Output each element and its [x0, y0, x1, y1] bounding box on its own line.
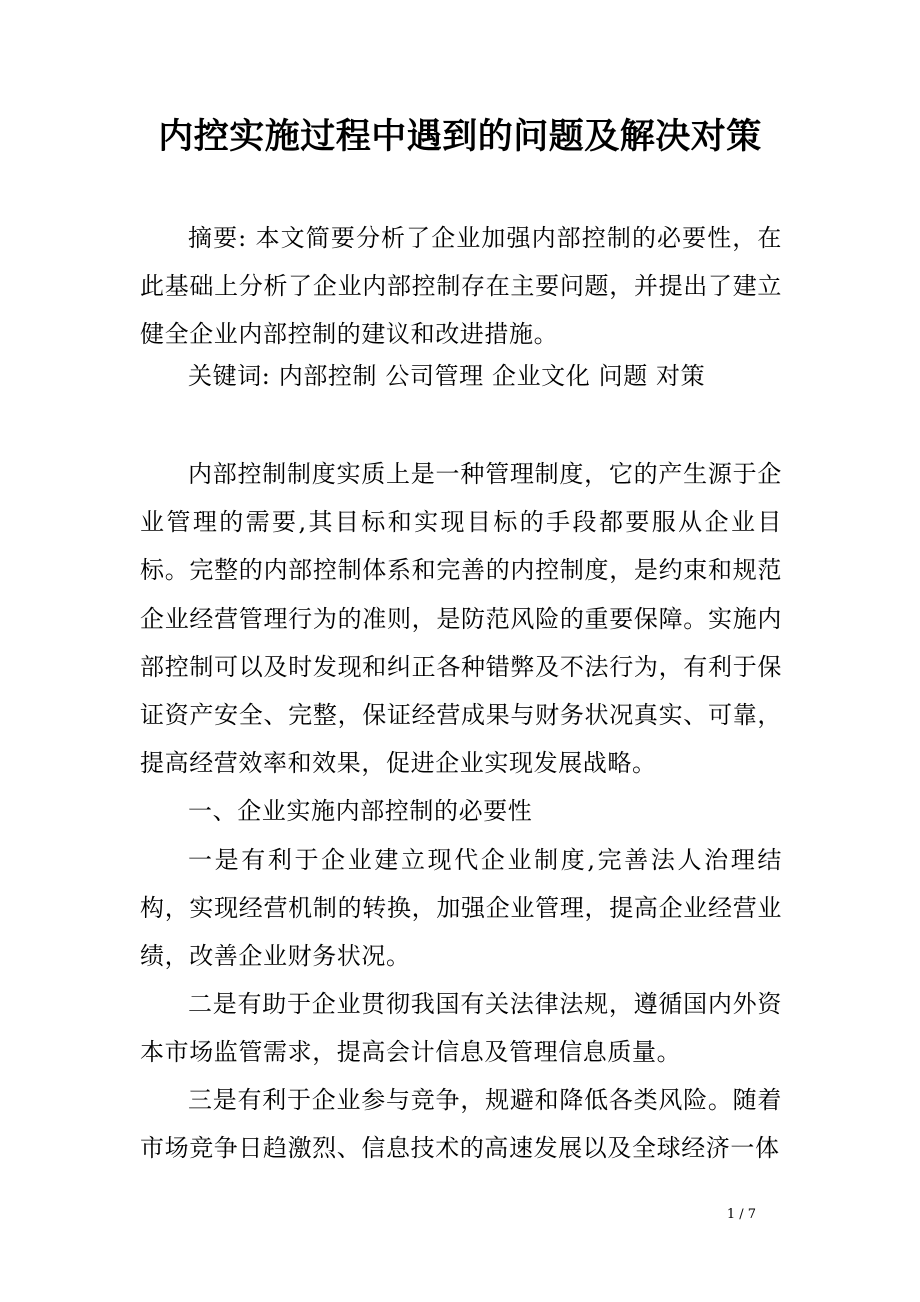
document-title: 内控实施过程中遇到的问题及解决对策 [158, 116, 762, 157]
page-number: 1 / 7 [726, 1207, 756, 1222]
point-one-paragraph: 一是有利于企业建立现代企业制度,完善法人治理结构，实现经营机制的转换，加强企业管理，提高企业经营业绩，改善企业财务状况。 [140, 846, 782, 971]
abstract-paragraph: 摘要: 本文简要分析了企业加强内部控制的必要性，在此基础上分析了企业内部控制存在主要问题，并提出了建立健全企业内部控制的建议和改进措施。 [140, 224, 782, 349]
point-three-paragraph: 三是有利于企业参与竞争，规避和降低各类风险。随着市场竞争日趋激烈、信息技术的高速发展以及全球经济一体 [140, 1086, 782, 1163]
section-heading: 一、企业实施内部控制的必要性 [188, 797, 533, 825]
intro-paragraph: 内部控制制度实质上是一种管理制度，它的产生源于企业管理的需要,其目标和实现目标的手段都要服从企业目标。完整的内部控制体系和完善的内控制度，是约束和规范企业经营管理行为的准则，是防范风险的重要保障。实施内部控制可以及时发现和纠正各种错弊及不法行为，有利于保证资产安全、完整，保证经营成果与财务状况真实、可靠，提高经营效率和效果，促进企业实现发展战略。 [140, 460, 782, 778]
point-two-paragraph: 二是有助于企业贯彻我国有关法律法规，遵循国内外资本市场监管需求，提高会计信息及管理信息质量。 [140, 990, 782, 1067]
keywords-line: 关键词: 内部控制 公司管理 企业文化 问题 对策 [188, 362, 706, 390]
